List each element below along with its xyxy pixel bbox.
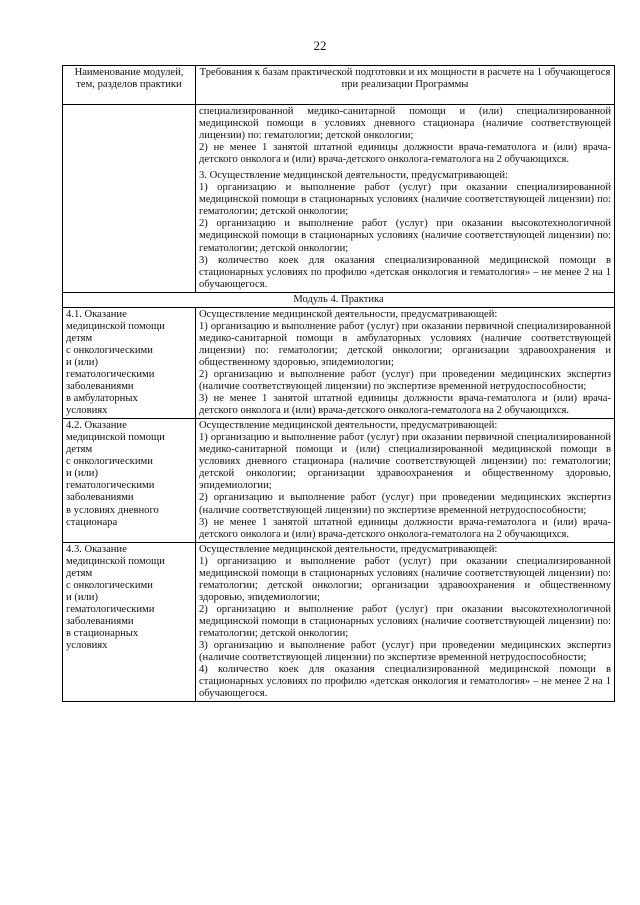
row-name-line: в стационарных <box>66 627 139 639</box>
table-row <box>63 419 615 542</box>
requirement-para: Осуществление медицинской деятельности, предусматривающей: <box>199 543 498 555</box>
table-header-row <box>63 66 615 105</box>
page-number: 22 <box>313 38 327 53</box>
row-name-line: и (или) <box>66 356 98 368</box>
row-name-line: гематологическими <box>66 368 155 380</box>
row-requirements-cell <box>196 307 615 418</box>
requirement-para: Осуществление медицинской деятельности, предусматривающей: <box>199 308 498 320</box>
row-name-line: заболеваниями <box>66 615 134 627</box>
row-name-line: медицинской помощи <box>66 555 165 567</box>
row-name-line: в амбулаторных <box>66 393 138 405</box>
continuation-para: 2) организацию и выполнение работ (услуг) при оказании высокотехнологичной медицинской помощи в стационарных условиях (наличие соответствующей лицензии) по: гематологии; детской онкологии; <box>199 218 611 254</box>
module-title: Модуль 4. Практика <box>63 292 615 307</box>
row-name-line: заболеваниями <box>66 492 134 504</box>
row-name-line: 4.3. Оказание <box>66 543 127 555</box>
module-title-row <box>63 292 615 307</box>
requirement-para: 4) количество коек для оказания специализированной медицинской помощи в стационарных условиях по профилю «детская онкология и гематология» – не менее 2 на 1 обучающегося. <box>199 664 611 700</box>
continuation-para: 3. Осуществление медицинской деятельности, предусматривающей: <box>199 170 508 182</box>
continuation-row <box>63 105 615 293</box>
continuation-para: 1) организацию и выполнение работ (услуг) при оказании специализированной медицинской помощи в стационарных условиях (наличие соответствующей лицензии) по: гематологии; детской онкологии; <box>199 182 611 218</box>
continuation-para: 3) количество коек для оказания специализированной медицинской помощи в стационарных условиях по профилю «детская онкология и гематология» – не менее 2 на 1 обучающегося. <box>199 254 611 290</box>
table-row <box>63 542 615 702</box>
row-name-line: гематологическими <box>66 603 155 615</box>
requirement-para: 1) организацию и выполнение работ (услуг) при оказании первичной специализированной медико-санитарной помощи в амбулаторных условиях (наличие соответствующей лицензии) по: гематологии; детской онкологии; организации здравоохранения и общественному здоровью, эпидемиологии; <box>199 320 611 368</box>
requirement-para: 3) не менее 1 занятой штатной единицы должности врача-гематолога и (или) врача-детского онколога и (или) врача-детского онколога-гематолога на 2 обучающихся. <box>199 393 611 417</box>
row-requirements-cell <box>196 542 615 702</box>
requirement-para: 2) организацию и выполнение работ (услуг) при проведении медицинских экспертиз (наличие соответствующей лицензии) по экспертизе временной нетрудоспособности; <box>199 492 611 516</box>
row-name-line: условиях <box>66 405 108 417</box>
continuation-para: специализированной медико-санитарной помощи и (или) специализированной медицинской помощи в условиях дневного стационара (наличие соответствующей лицензии) по: гематологии; детской онкологии; <box>199 106 611 142</box>
row-name-cell <box>63 542 196 702</box>
row-name-line: заболеваниями <box>66 381 134 393</box>
requirement-para: 3) организацию и выполнение работ (услуг) при проведении медицинских экспертиз (наличие соответствующей лицензии) по экспертизе временной нетрудоспособности; <box>199 640 611 664</box>
requirement-para: 3) не менее 1 занятой штатной единицы должности врача-гематолога и (или) врача-детского онколога и (или) врача-детского онколога-гематолога на 2 обучающихся. <box>199 516 611 540</box>
requirements-table <box>62 65 615 702</box>
row-name-line: 4.2. Оказание <box>66 420 127 432</box>
row-name-line: 4.1. Оказание <box>66 308 127 320</box>
header-col-requirements: Требования к базам практической подготовки и их мощности в расчете на 1 обучающегося при реализации Программы <box>196 66 615 105</box>
requirement-para: 1) организацию и выполнение работ (услуг) при оказании первичной специализированной медико-санитарной помощи и (или) специализированной медицинской помощи в условиях дневного стационара (наличие соответствующей лицензии) по: гематологии; детской онкологии; организации здравоохранения и общественному здоровью, эпидемиологии; <box>199 432 611 492</box>
row-name-line: детям <box>66 332 93 344</box>
requirement-para: 2) организацию и выполнение работ (услуг) при проведении медицинских экспертиз (наличие соответствующей лицензии) по экспертизе временной нетрудоспособности; <box>199 368 611 393</box>
row-name-line: медицинской помощи <box>66 432 165 444</box>
continuation-cell <box>196 105 615 293</box>
row-name-line: с онкологическими <box>66 344 153 356</box>
row-requirements-cell <box>196 419 615 542</box>
header-col-modules: Наименование модулей, тем, разделов практики <box>63 66 196 105</box>
row-name-line: с онкологическими <box>66 579 153 591</box>
row-name-cell <box>63 419 196 542</box>
row-name-line: детям <box>66 567 93 579</box>
row-name-line: условиях <box>66 640 108 652</box>
row-name-line: медицинской помощи <box>66 320 165 332</box>
row-name-line: стационара <box>66 516 118 528</box>
requirement-para: 2) организацию и выполнение работ (услуг) при оказании высокотехнологичной медицинской помощи в стационарных условиях (наличие соответствующей лицензии) по: гематологии; детской онкологии; <box>199 603 611 639</box>
continuation-para: 2) не менее 1 занятой штатной единицы должности врача-гематолога и (или) врача-детского онколога и (или) врача-детского онколога-гематолога на 2 обучающихся. <box>199 142 611 166</box>
row-name-line: в условиях дневного <box>66 504 159 516</box>
table-row <box>63 307 615 418</box>
row-name-line: детям <box>66 444 93 456</box>
row-name-cell <box>63 307 196 418</box>
requirement-para: 1) организацию и выполнение работ (услуг) при оказании специализированной медицинской помощи в стационарных условиях (наличие соответствующей лицензии) по: гематологии; детской онкологии; организации здравоохранения и общественному здоровью, эпидемиологии; <box>199 555 611 603</box>
requirement-para: Осуществление медицинской деятельности, предусматривающей: <box>199 420 498 432</box>
row-name-line: и (или) <box>66 468 98 480</box>
row-name-line: и (или) <box>66 591 98 603</box>
row-name-line: гематологическими <box>66 480 155 492</box>
row-name-line: с онкологическими <box>66 456 153 468</box>
continuation-empty-cell <box>63 105 196 293</box>
